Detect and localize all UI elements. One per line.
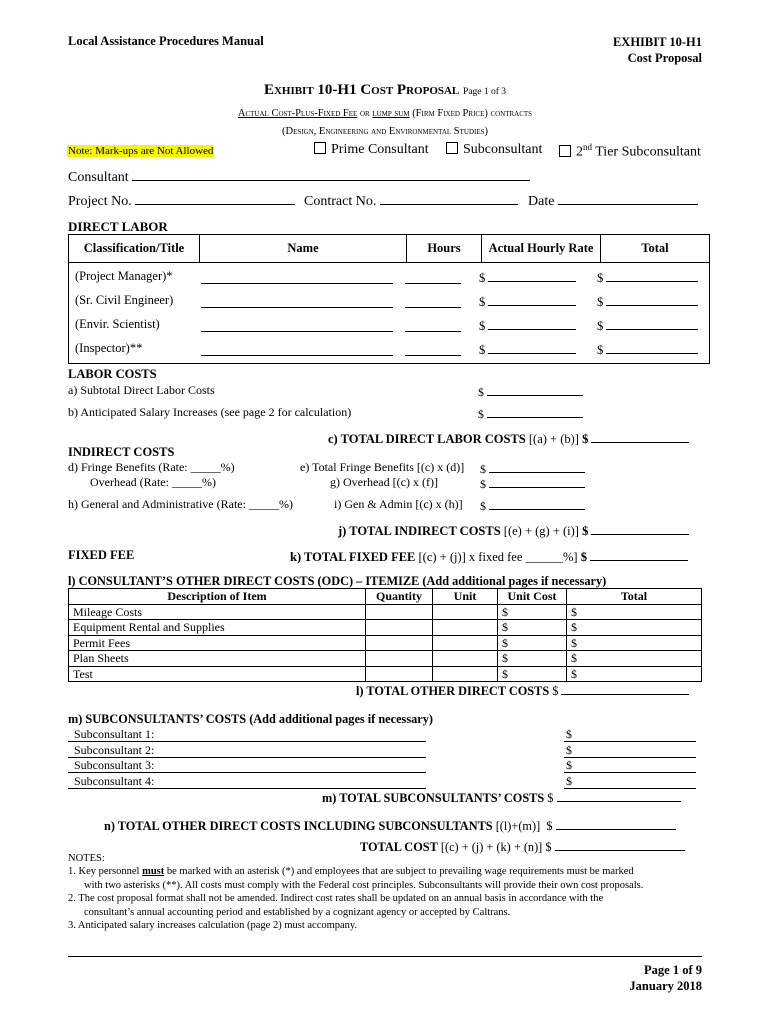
labor-name-input[interactable] (201, 317, 393, 332)
subconsultant-row[interactable] (74, 758, 154, 773)
exhibit-name: Cost Proposal (627, 51, 702, 65)
odc-unit-cost-cell[interactable] (433, 666, 498, 682)
dollar-sign: $ (552, 684, 559, 698)
project-no-input[interactable] (135, 192, 295, 205)
subtitle-contracts (0, 108, 770, 119)
col-hours: Hours (407, 235, 482, 263)
contract-no-field[interactable] (304, 192, 518, 210)
total-indirect-formula: [(e) + (g) + (i)] (503, 524, 579, 538)
dollar-sign: $ (545, 840, 552, 854)
odc-item: Plan Sheets (69, 651, 366, 667)
subconsultant-label: Subconsultant 4: (74, 774, 155, 788)
amount-line (564, 741, 696, 742)
total-cost-formula: [(c) + (j) + (k) + (n)] (440, 840, 543, 854)
dollar-sign: $ (566, 743, 572, 757)
dollar-sign: $ (566, 727, 572, 741)
odc-item: Equipment Rental and Supplies (69, 620, 366, 636)
subconsultant-label: Subconsultant 1: (74, 727, 155, 741)
odc-heading: l) CONSULTANT’S OTHER DIRECT COSTS (ODC) – ITEMIZE (Add additional pages if necessary) (68, 574, 607, 588)
labor-rows-cell (69, 263, 710, 364)
labor-total-field[interactable] (597, 293, 698, 310)
total-subconsultants-input[interactable] (557, 789, 681, 802)
dollar-sign: $ (479, 295, 486, 309)
tier-checkbox-group[interactable] (559, 142, 701, 161)
subtotal-direct-labor-label: a) Subtotal Direct Labor Costs (68, 383, 215, 397)
odc-quantity-cell[interactable] (366, 604, 433, 620)
labor-hours-input[interactable] (405, 293, 461, 308)
prime-checkbox-group[interactable] (314, 142, 429, 158)
dollar-sign: $ (479, 343, 486, 357)
note-2: 2. The cost proposal format shall not be amended. Indirect cost rates shall be updated on an annual basis in accordance with the (68, 893, 604, 905)
dollar-sign: $ (480, 499, 486, 513)
labor-rate-field[interactable] (479, 293, 576, 310)
total-direct-labor-input[interactable] (591, 430, 689, 443)
markup-note: Note: Mark-ups are Not Allowed (68, 145, 214, 157)
tier-checkbox[interactable] (559, 145, 571, 157)
total-subconsultants-label: m) TOTAL SUBCONSULTANTS’ COSTS (322, 791, 545, 805)
odc-col-unit: Unit (433, 589, 498, 605)
ga-total-label: i) Gen & Admin [(c) x (h)] (334, 497, 463, 511)
labor-total-field[interactable] (597, 341, 698, 358)
total-odc-incl-sub-input[interactable] (556, 817, 676, 830)
direct-labor-heading: DIRECT LABOR (68, 219, 168, 234)
total-direct-labor-label: c) TOTAL DIRECT LABOR COSTS (328, 432, 526, 446)
labor-row-title: (Project Manager)* (75, 269, 173, 283)
odc-unit-cost-cell[interactable]: $ (498, 666, 567, 682)
odc-unit-cell[interactable] (433, 635, 498, 651)
subtitle-cpff: Actual Cost-Plus-Fixed Fee (237, 108, 358, 119)
odc-table (68, 588, 702, 682)
subconsultant-label: Subconsultant 3: (74, 758, 155, 772)
odc-col-description: Description of Item (69, 589, 366, 605)
dollar-sign: $ (480, 462, 486, 476)
total-cost-input[interactable] (555, 838, 685, 851)
col-total: Total (601, 235, 710, 263)
labor-rate-field[interactable] (479, 317, 576, 334)
total-odc-incl-sub-label: n) TOTAL OTHER DIRECT COSTS INCLUDING SUBCONSULTANTS (104, 819, 493, 833)
salary-increases-label: b) Anticipated Salary Increases (see page 2 for calculation) (68, 405, 352, 419)
labor-row-title: (Sr. Civil Engineer) (75, 293, 174, 307)
odc-unit-cost-cell[interactable]: $ (498, 651, 567, 667)
dollar-sign: $ (597, 319, 604, 333)
sub-checkbox-group[interactable] (446, 142, 542, 158)
direct-labor-table (68, 234, 710, 364)
total-indirect-input[interactable] (591, 522, 689, 535)
labor-rows (69, 269, 709, 363)
odc-col-quantity: Quantity (366, 589, 433, 605)
dollar-sign: $ (597, 271, 604, 285)
total-fixed-fee-row (290, 548, 688, 565)
labor-name-input[interactable] (201, 341, 393, 356)
dollar-sign: $ (582, 524, 589, 538)
dollar-sign: $ (547, 791, 554, 805)
odc-quantity-cell[interactable] (366, 651, 433, 667)
labor-total-field[interactable] (597, 317, 698, 334)
notes (68, 852, 643, 932)
col-name: Name (200, 235, 407, 263)
note-1-cont: with two asterisks (**). All costs must comply with the Federal cost principles. Subconsultants will provide their own cost proposals. (84, 879, 644, 891)
date-input[interactable] (558, 192, 698, 205)
labor-rate-field[interactable] (479, 269, 576, 286)
total-odc-label: l) TOTAL OTHER DIRECT COSTS (356, 684, 550, 698)
note-1-text-a: 1. Key personnel (68, 866, 140, 878)
footer-divider (68, 956, 702, 957)
total-odc-row (356, 682, 689, 699)
odc-row (69, 604, 702, 620)
odc-total-cell[interactable]: $ (567, 620, 702, 636)
total-direct-labor-formula: [(a) + (b)] (528, 432, 579, 446)
total-cost-label: TOTAL COST (360, 840, 438, 854)
sub-checkbox[interactable] (446, 142, 458, 154)
labor-row-title: (Inspector)** (75, 341, 143, 355)
project-no-label: Project No. (68, 194, 132, 209)
odc-unit-cost-cell[interactable]: $ (498, 620, 567, 636)
ga-total-field[interactable] (480, 497, 585, 514)
odc-total-cell[interactable]: $ (567, 635, 702, 651)
consultant-field[interactable] (68, 168, 530, 186)
subconsultant-amount[interactable] (566, 743, 572, 758)
subconsultant-amount[interactable] (566, 727, 572, 742)
indirect-costs-heading: INDIRECT COSTS (68, 445, 175, 459)
subconsultant-label: Subconsultant 2: (74, 743, 155, 757)
subconsultant-line (68, 772, 426, 773)
dollar-sign: $ (478, 385, 484, 399)
fringe-total-label: e) Total Fringe Benefits [(c) x (d)] (300, 460, 465, 474)
labor-name-input[interactable] (201, 293, 393, 308)
labor-rate-field[interactable] (479, 341, 576, 358)
subconsultant-amount[interactable] (566, 774, 572, 789)
prime-label: Prime Consultant (331, 142, 429, 157)
odc-quantity-cell[interactable] (366, 666, 433, 682)
ga-rate-label: h) General and Administrative (Rate: _____%) (68, 497, 293, 511)
total-indirect-row (338, 522, 689, 539)
amount-line (564, 772, 696, 773)
title-main: Exhibit 10-H1 Cost Proposal (263, 82, 460, 98)
odc-total-cell[interactable]: $ (567, 651, 702, 667)
page-title (0, 82, 770, 99)
subconsultants-heading: m) SUBCONSULTANTS’ COSTS (Add additional pages if necessary) (68, 712, 433, 726)
overhead-total-label: g) Overhead [(c) x (f)] (330, 475, 438, 489)
dollar-sign: $ (566, 774, 572, 788)
project-no-field[interactable] (68, 192, 295, 210)
exhibit-label (613, 34, 702, 66)
odc-unit-cell[interactable] (433, 651, 498, 667)
total-fixed-fee-label: k) TOTAL FIXED FEE (290, 550, 416, 564)
odc-item: Permit Fees (69, 635, 366, 651)
odc-row (69, 666, 702, 682)
consultant-input[interactable] (132, 168, 530, 181)
labor-total-field[interactable] (597, 269, 698, 286)
subconsultant-row[interactable] (74, 774, 154, 789)
odc-unit-cell[interactable] (433, 620, 498, 636)
labor-row-title: (Envir. Scientist) (75, 317, 160, 331)
note-3: 3. Anticipated salary increases calculation (page 2) must accompany. (68, 920, 358, 932)
note-1-text-b: be marked with an asterisk (*) and employees that are subject to prevailing wage requirements must be marked (166, 866, 634, 878)
total-fixed-fee-input[interactable] (590, 548, 688, 561)
labor-hours-input[interactable] (405, 269, 461, 284)
footer-page: Page 1 of 9 (644, 963, 702, 977)
prime-checkbox[interactable] (314, 142, 326, 154)
notes-heading: NOTES: (68, 853, 105, 864)
odc-item: Mileage Costs (69, 604, 366, 620)
dollar-sign: $ (479, 271, 486, 285)
fringe-rate-label: d) Fringe Benefits (Rate: _____%) (68, 460, 235, 474)
date-field[interactable] (528, 192, 698, 210)
footer-date: January 2018 (629, 979, 702, 993)
consultant-label: Consultant (68, 170, 129, 185)
odc-item: Test (69, 666, 366, 682)
total-odc-incl-sub-row (104, 817, 676, 834)
col-rate: Actual Hourly Rate (482, 235, 601, 263)
footer (629, 962, 702, 994)
total-subconsultants-row (322, 789, 681, 806)
subconsultant-row[interactable] (74, 727, 154, 742)
subtitle-or: or (359, 108, 370, 119)
dollar-sign: $ (580, 550, 587, 564)
odc-col-total: Total (567, 589, 702, 605)
total-fixed-fee-formula: [(c) + (j)] x fixed fee ______%] (418, 550, 578, 564)
total-odc-input[interactable] (561, 682, 689, 695)
date-label: Date (528, 194, 555, 209)
odc-unit-cost-cell[interactable]: $ (498, 635, 567, 651)
total-direct-labor-row (328, 430, 689, 447)
total-indirect-label: j) TOTAL INDIRECT COSTS (338, 524, 501, 538)
subtitle-ffp: (Firm Fixed Price) contracts (412, 108, 533, 119)
fixed-fee-heading: FIXED FEE (68, 548, 135, 562)
subconsultant-line (68, 757, 426, 758)
dollar-sign: $ (479, 319, 486, 333)
dollar-sign: $ (478, 407, 484, 421)
overhead-total-field[interactable] (480, 475, 585, 492)
tier-label-suffix: Tier Subconsultant (592, 144, 701, 160)
title-page: Page 1 of 3 (463, 87, 507, 97)
contract-no-input[interactable] (380, 192, 518, 205)
exhibit-number: EXHIBIT 10-H1 (612, 35, 702, 49)
note-2-cont: consultant’s annual accounting period and established by a cognizant agency or accepted by Caltrans. (84, 906, 511, 918)
subconsultant-line (68, 741, 426, 742)
odc-total-cell[interactable]: $ (567, 604, 702, 620)
salary-increases-field[interactable] (478, 405, 583, 422)
note-1-must: must (142, 866, 165, 878)
col-classification: Classification/Title (69, 235, 200, 263)
note-1 (68, 865, 643, 878)
labor-costs-heading: LABOR COSTS (68, 367, 157, 381)
total-odc-incl-sub-formula: [(l)+(m)] (495, 819, 541, 833)
dollar-sign: $ (480, 477, 486, 491)
dollar-sign: $ (597, 295, 604, 309)
subtotal-direct-labor-field[interactable] (478, 383, 583, 400)
dollar-sign: $ (582, 432, 589, 446)
odc-total-cell[interactable]: $ (567, 666, 702, 682)
subtitle-lump-sum: lump sum (372, 108, 410, 119)
dollar-sign: $ (597, 343, 604, 357)
odc-row (69, 620, 702, 636)
odc-quantity-cell[interactable] (366, 635, 433, 651)
tier-label-sup: nd (583, 142, 592, 152)
subconsultant-amount[interactable] (566, 758, 572, 773)
manual-title: Local Assistance Procedures Manual (68, 34, 264, 48)
labor-hours-input[interactable] (405, 341, 461, 356)
dollar-sign: $ (546, 819, 553, 833)
odc-col-unit-cost: Unit Cost (498, 589, 567, 605)
amount-line (564, 757, 696, 758)
labor-hours-input[interactable] (405, 317, 461, 332)
odc-row (69, 651, 702, 667)
contract-no-label: Contract No. (304, 194, 377, 209)
labor-name-input[interactable] (201, 269, 393, 284)
sub-label: Subconsultant (463, 142, 543, 157)
subconsultant-row[interactable] (74, 743, 154, 758)
overhead-rate-label: Overhead (Rate: _____%) (90, 475, 216, 489)
dollar-sign: $ (566, 758, 572, 772)
subtitle-design: (Design, Engineering and Environmental Studies) (281, 126, 488, 137)
tier-label-prefix: 2 (576, 144, 583, 160)
odc-unit-cost-cell[interactable]: $ (498, 604, 567, 620)
odc-row (69, 635, 702, 651)
odc-quantity-cell[interactable] (366, 620, 433, 636)
odc-unit-cell[interactable] (433, 604, 498, 620)
